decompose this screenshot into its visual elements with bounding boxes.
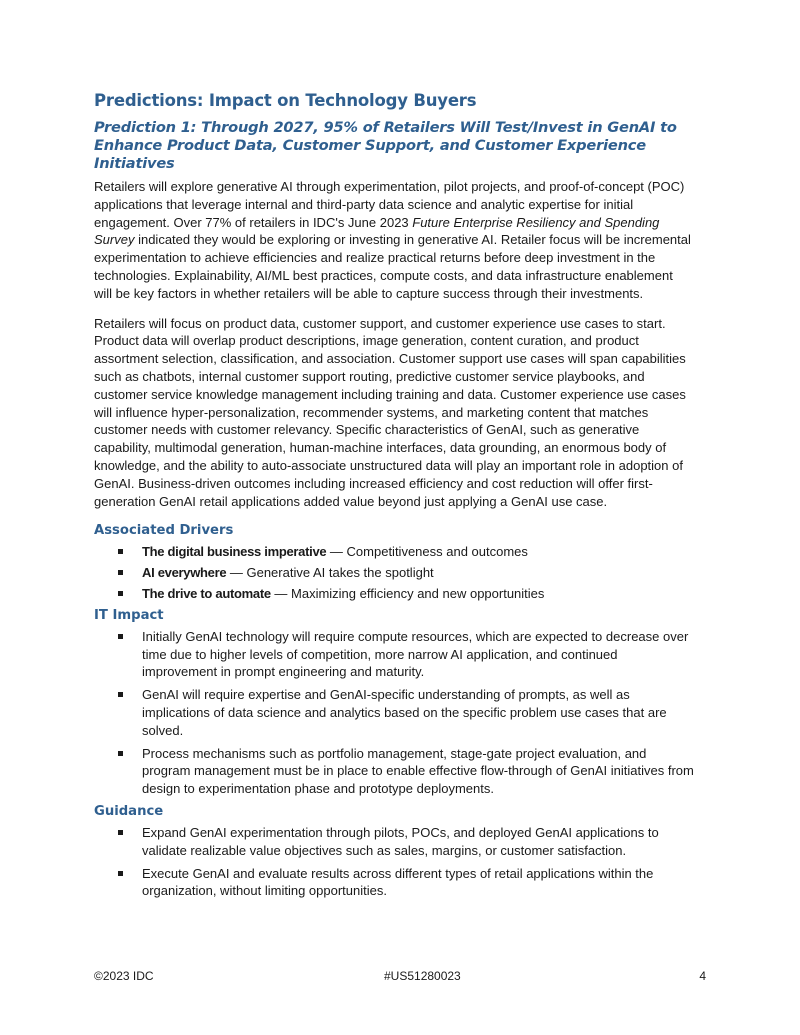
list-item	[94, 865, 694, 901]
list-item	[94, 628, 694, 681]
it-impact-list	[94, 628, 694, 798]
list-item	[94, 543, 694, 561]
footer-doc-id: #US51280023	[384, 969, 461, 983]
bullet-icon	[118, 634, 123, 639]
list-item	[94, 824, 694, 860]
paragraph-intro-text-a: Retailers will explore generative AI through experimentation, pilot projects, and proof-of-concept (POC) applications that leverage internal and third-party data science and analytic expertise for initial engagement. Over 77% of retailers in IDC's June 2023	[94, 179, 685, 230]
prediction-title: Prediction 1: Through 2027, 95% of Retailers Will Test/Invest in GenAI to Enhance Product Data, Customer Support, and Customer Experience Initiatives	[94, 119, 677, 172]
paragraph-use-cases: Retailers will focus on product data, customer support, and customer experience use cases to start. Product data will overlap product descriptions, image generation, content curation, and product assortment selection, classification, and association. Customer support use cases will span capabilities such as chatbots, internal customer support routing, predictive customer service playbooks, and customer service knowledge management including training and data. Customer experience use cases will influence hyper-personalization, recommender systems, and marketing content that matches customer needs with customer relevancy. Specific characteristics of GenAI, such as generative capability, multimodal generation, human-machine interfaces, data grounding, an enormous body of knowledge, and the ability to auto-associate unstructured data will play an important role in adoption of GenAI. Business-driven outcomes including increased efficiency and cost reduction will offer first-generation GenAI retail applications added value beyond just applying a GenAI use case.	[94, 315, 686, 509]
bullet-icon	[118, 591, 123, 596]
page-footer	[94, 969, 706, 987]
footer-copyright: ©2023 IDC	[94, 969, 154, 983]
list-item	[94, 564, 694, 582]
driver-lead: The drive to automate	[142, 585, 271, 601]
bullet-icon	[118, 549, 123, 554]
drivers-list	[94, 543, 694, 602]
footer-page-number: 4	[699, 969, 706, 983]
bullet-icon	[118, 570, 123, 575]
paragraph-intro	[94, 178, 694, 303]
driver-lead: AI everywhere	[142, 565, 227, 581]
it-impact-text: Initially GenAI technology will require compute resources, which are expected to decrease over time due to higher levels of competition, more narrow AI application, and continued improvement in prompt engineering and maturity.	[142, 628, 689, 680]
driver-lead: The digital business imperative	[142, 544, 327, 560]
paragraph-intro-text-b: indicated they would be exploring or investing in generative AI. Retailer focus will be incremental experimentation to achieve efficiencies and realize practical returns before deep investment in the technologies. Explainability, AI/ML best practices, compute costs, and data infrastructure enablement will be key factors in whether retailers will be able to capture success through their investments.	[94, 232, 691, 301]
document-page	[94, 88, 694, 905]
bullet-icon	[118, 871, 123, 876]
guidance-list	[94, 824, 694, 900]
driver-text: — Generative AI takes the spotlight	[226, 565, 434, 581]
driver-text: — Competitiveness and outcomes	[326, 544, 528, 560]
guidance-text: Expand GenAI experimentation through pilots, POCs, and deployed GenAI applications to validate realizable value objectives such as sales, margins, or customer satisfaction.	[142, 824, 659, 858]
it-impact-heading: IT Impact	[94, 607, 164, 623]
driver-text: — Maximizing efficiency and new opportunities	[270, 585, 545, 601]
bullet-icon	[118, 830, 123, 835]
list-item	[94, 585, 694, 603]
guidance-heading: Guidance	[94, 803, 164, 819]
it-impact-text: Process mechanisms such as portfolio management, stage-gate project evaluation, and program management must be in place to enable effective flow-through of GenAI initiatives from design to experimentation phase and prototype deployments.	[142, 745, 694, 797]
list-item	[94, 686, 694, 739]
bullet-icon	[118, 692, 123, 697]
survey-title: Future Enterprise Resiliency and Spending Survey	[94, 214, 660, 248]
section-title: Predictions: Impact on Technology Buyers	[94, 91, 477, 110]
guidance-text: Execute GenAI and evaluate results across different types of retail applications within the organization, without limiting opportunities.	[142, 865, 654, 899]
bullet-icon	[118, 751, 123, 756]
drivers-heading: Associated Drivers	[94, 523, 234, 539]
it-impact-text: GenAI will require expertise and GenAI-specific understanding of prompts, as well as implications of data science and analytics based on the specific problem use cases that are solved.	[142, 687, 667, 738]
list-item	[94, 745, 694, 798]
